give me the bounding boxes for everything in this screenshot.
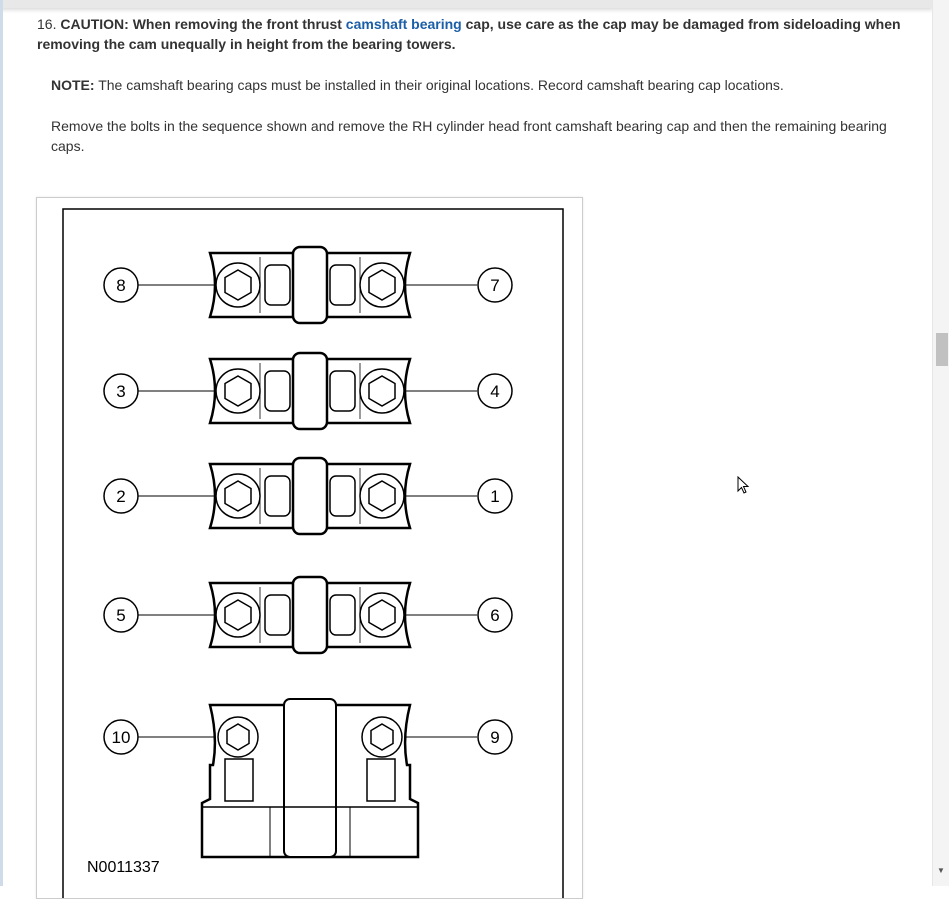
bolt-sequence-number: 10 — [111, 728, 131, 747]
scroll-down-arrow-icon[interactable]: ▼ — [937, 866, 945, 875]
caution-text-1: When removing the front thrust — [132, 16, 342, 32]
note — [37, 75, 922, 95]
bolt-sequence-number: 9 — [490, 728, 500, 747]
left-edge — [0, 0, 3, 886]
caution-text-2: cap, use care as the cap may be damaged from sideloading when removing the cam unequally in height from the bearing towers. — [37, 16, 901, 52]
bolt-sequence-number: 8 — [116, 276, 126, 295]
instruction-text: Remove the bolts in the sequence shown and remove the RH cylinder head front camshaft bearing cap and then the remaining bearing caps. — [51, 118, 887, 154]
bearing-cap — [210, 577, 410, 653]
bearing-cap — [210, 353, 410, 429]
note-text: The camshaft bearing caps must be installed in their original locations. Record camshaft bearing cap locations. — [98, 77, 784, 93]
front-bearing-cap — [202, 699, 418, 857]
bearing-cap-row — [104, 458, 512, 534]
figure-id: N0011337 — [87, 859, 160, 876]
bearing-cap — [210, 458, 410, 534]
note-label: NOTE: — [51, 77, 95, 93]
step-number: 16. — [37, 16, 57, 32]
bearing-cap-row — [104, 353, 512, 429]
step-caution — [37, 14, 922, 54]
bearing-cap-row — [104, 577, 512, 653]
camshaft-bearing-link[interactable]: camshaft bearing — [345, 16, 462, 32]
diagram-svg — [37, 198, 584, 898]
bolt-sequence-number: 2 — [116, 487, 126, 506]
procedure-content — [37, 14, 922, 156]
bolt-sequence-number: 7 — [490, 276, 500, 295]
bolt-sequence-number: 4 — [490, 382, 500, 401]
bolt-sequence-number: 3 — [116, 382, 126, 401]
vertical-scrollbar[interactable] — [932, 0, 949, 886]
bearing-cap — [210, 247, 410, 323]
bearing-cap-row — [104, 247, 512, 323]
scrollbar-thumb[interactable] — [936, 333, 948, 366]
bolt-sequence-number: 6 — [490, 606, 500, 625]
top-bar — [0, 0, 933, 8]
bearing-cap-diagram — [36, 197, 583, 899]
bolt-sequence-number: 1 — [490, 487, 500, 506]
bolt-sequence-number: 5 — [116, 606, 126, 625]
mouse-cursor-icon — [737, 476, 751, 496]
caution-label: CAUTION: — [60, 16, 129, 32]
